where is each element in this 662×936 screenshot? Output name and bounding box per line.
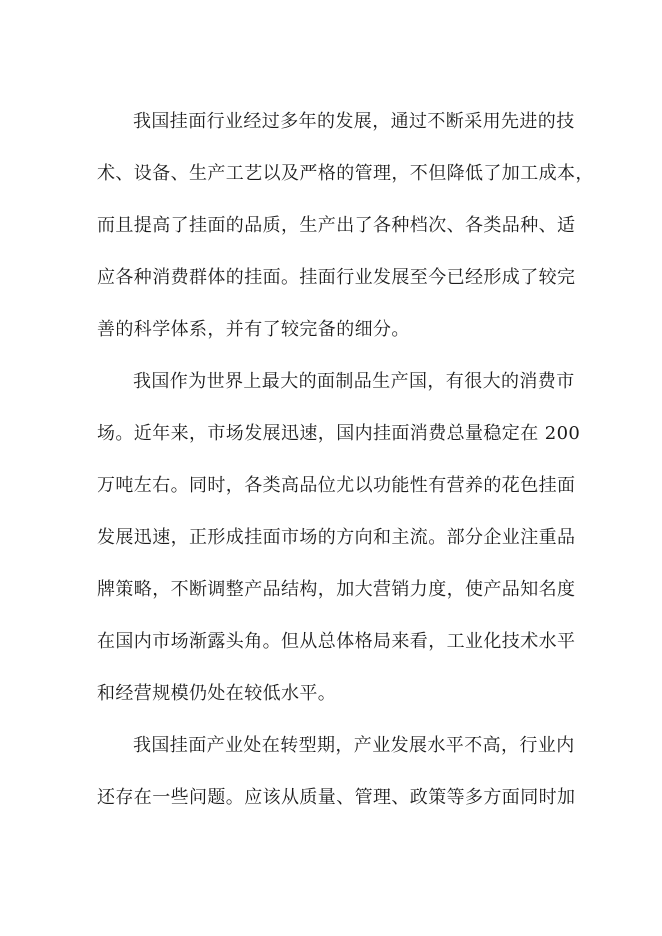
paragraph-2-line-4: 发展迅速，正形成挂面市场的方向和主流。部分企业注重品 <box>97 527 576 548</box>
paragraph-1-line-4: 应各种消费群体的挂面。挂面行业发展至今已经形成了较完 <box>97 267 576 288</box>
paragraph-1-line-3: 而且提高了挂面的品质，生产出了各种档次、各类品种、适 <box>97 215 576 236</box>
paragraph-1-line-5: 善的科学体系，并有了较完备的细分。 <box>97 319 410 340</box>
paragraph-1-line-2: 术、设备、生产工艺以及严格的管理，不但降低了加工成本， <box>97 163 594 184</box>
paragraph-2-line-6: 在国内市场渐露头角。但从总体格局来看，工业化技术水平 <box>97 631 576 652</box>
paragraph-1-line-1: 我国挂面行业经过多年的发展，通过不断采用先进的技 <box>133 111 575 132</box>
paragraph-3-line-1: 我国挂面产业处在转型期，产业发展水平不高，行业内 <box>133 735 575 756</box>
paragraph-2-line-1: 我国作为世界上最大的面制品生产国，有很大的消费市 <box>133 371 575 392</box>
paragraph-2-line-2: 场。近年来，市场发展迅速，国内挂面消费总量稳定在 200 <box>97 423 581 444</box>
paragraph-3-line-2: 还存在一些问题。应该从质量、管理、政策等多方面同时加 <box>97 787 576 808</box>
paragraph-2-line-7: 和经营规模仍处在较低水平。 <box>97 683 337 704</box>
paragraph-2-line-5: 牌策略，不断调整产品结构，加大营销力度，使产品知名度 <box>97 579 576 600</box>
paragraph-2-line-3: 万吨左右。同时，各类高品位尤以功能性有营养的花色挂面 <box>97 475 576 496</box>
